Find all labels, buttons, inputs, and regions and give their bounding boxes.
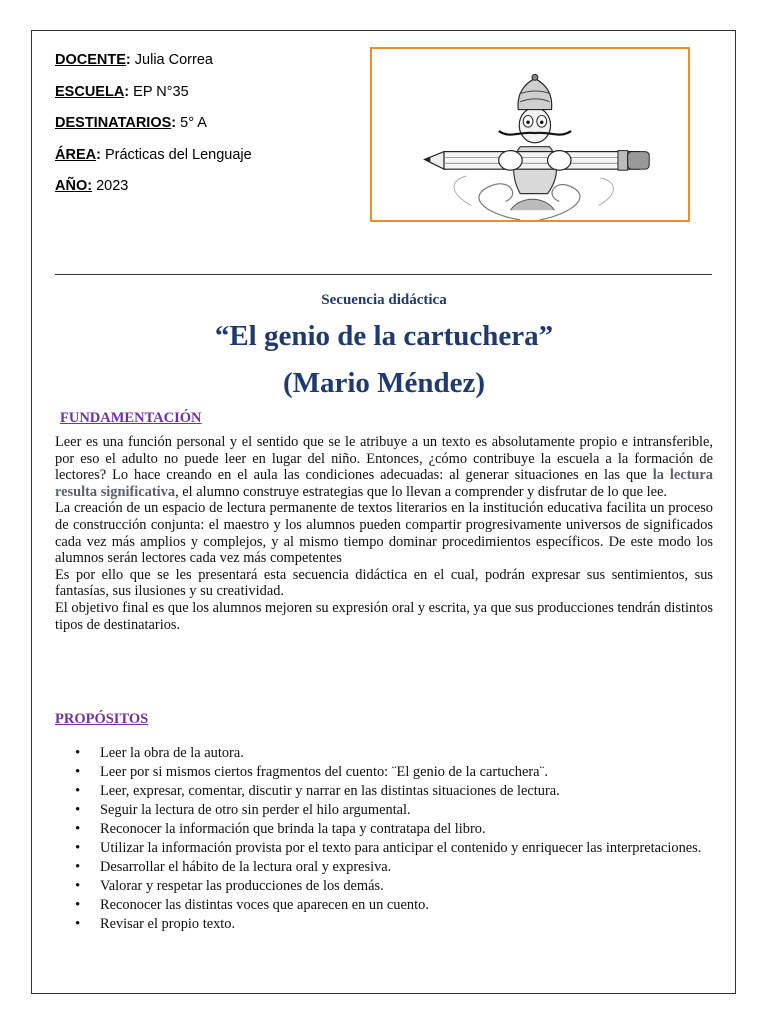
- destinatarios-label: DESTINATARIOS: [55, 115, 172, 131]
- propositos-heading: PROPÓSITOS: [55, 711, 149, 727]
- list-item: • Desarrollar el hábito de la lectura oral y expresiva.: [55, 859, 713, 876]
- paragraph-1-text: Leer es una función personal y el sentido que se le atribuye a un texto es absolutamente propio e intransferible, por eso el adulto no puede leer en lugar del niño. Entonces, ¿cómo contribuye la escuela a la formación de lectores? Lo hace creando en el aula las condiciones adecuadas: al generar situaciones en las que: [55, 434, 713, 484]
- fundamentacion-heading: FUNDAMENTACIÓN: [60, 410, 202, 426]
- fundamentacion-paragraph-4: El objetivo final es que los alumnos mejoren su expresión oral y escrita, ya que sus producciones tendrán distintos tipos de destinatarios.: [55, 599, 713, 633]
- field-docente: DOCENTE: Julia Correa: [55, 52, 213, 68]
- destinatarios-value: 5° A: [180, 115, 207, 131]
- list-item: • Reconocer la información que brinda la tapa y contratapa del libro.: [55, 821, 713, 838]
- list-item: • Reconocer las distintas voces que aparecen en un cuento.: [55, 897, 713, 914]
- list-item: • Seguir la lectura de otro sin perder el hilo argumental.: [55, 802, 713, 819]
- area-label: ÁREA: [55, 146, 97, 163]
- list-item: • Leer, expresar, comentar, discutir y narrar en las distintas situaciones de lectura.: [55, 783, 713, 800]
- fundamentacion-body: [55, 434, 713, 633]
- sequence-label: Secuencia didáctica: [321, 292, 447, 308]
- field-destinatarios: DESTINATARIOS: 5° A: [55, 115, 207, 131]
- genie-with-pencil-illustration: [370, 47, 690, 222]
- fundamentacion-paragraph-2: La creación de un espacio de lectura permanente de textos literarios en la institución educativa facilita un proceso de construcción conjunta: el maestro y los alumnos pueden compartir progresivamente universos de significados cada vez más amplios y complejos, y al mismo tiempo dominar procedimientos específicos. De este modo los alumnos serán lectores cada vez más competentes: [55, 500, 713, 567]
- anio-value: 2023: [96, 178, 129, 194]
- field-area: ÁREA: Prácticas del Lenguaje: [55, 146, 252, 163]
- list-item: • Leer la obra de la autora.: [55, 745, 713, 762]
- area-value: Prácticas del Lenguaje: [104, 146, 252, 163]
- book-author: (Mario Méndez): [282, 367, 486, 399]
- header-fields: [55, 50, 345, 208]
- field-anio: [55, 176, 345, 208]
- docente-label: DOCENTE: [55, 52, 126, 68]
- horizontal-divider: [55, 274, 712, 275]
- propositos-list: [55, 745, 713, 935]
- paragraph-1-text-end: , el alumno construye estrategias que lo llevan a comprender y disfrutar de lo que lee.: [175, 483, 667, 500]
- anio-label: AÑO:: [55, 178, 93, 194]
- escuela-label: ESCUELA: [55, 83, 125, 100]
- list-item: • Valorar y respetar las producciones de los demás.: [55, 878, 713, 895]
- docente-value: Julia Correa: [134, 52, 213, 68]
- book-title: “El genio de la cartuchera”: [214, 320, 554, 352]
- fundamentacion-paragraph-3: Es por ello que se les presentará esta secuencia didáctica en el cual, podrán expresar sus sentimientos, sus fantasías, sus ilusiones y su creatividad.: [55, 566, 713, 600]
- list-item: • Revisar el propio texto.: [55, 916, 713, 933]
- fundamentacion-paragraph-1: [55, 434, 713, 500]
- escuela-value: EP N°35: [133, 83, 189, 100]
- list-item: • Utilizar la información provista por el texto para anticipar el contenido y enriquecer las interpretaciones.: [55, 840, 713, 857]
- list-item: • Leer por si mismos ciertos fragmentos del cuento: ¨El genio de la cartuchera¨.: [55, 764, 713, 781]
- highlighted-phrase: la lectura resulta significativa: [55, 467, 713, 500]
- field-escuela: ESCUELA: EP N°35: [55, 83, 189, 100]
